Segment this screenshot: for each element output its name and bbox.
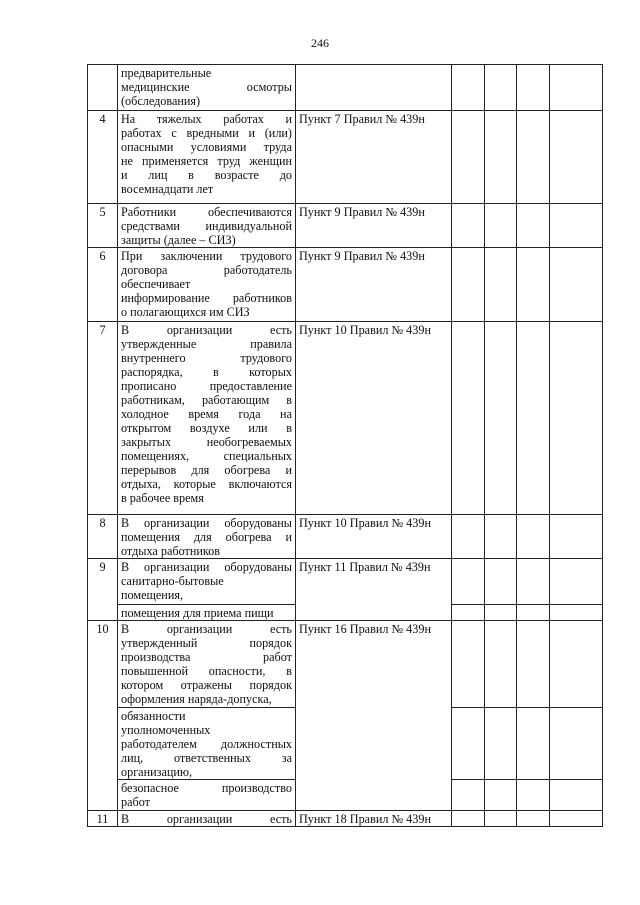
requirement-line: В организации оборудованы [121,560,292,574]
table-row [88,515,603,559]
row-number: 9 [88,559,118,621]
note-cell [550,811,603,827]
answer-yes-cell [452,248,485,322]
answer-na-cell [517,65,550,111]
table-row [88,111,603,204]
requirement-line: На тяжелых работах и [121,112,292,126]
requirement-line: защиты (далее – СИЗ) [121,233,236,247]
note-cell [550,605,603,621]
answer-na-cell [517,322,550,515]
note-cell [550,322,603,515]
answer-yes-cell [452,708,485,780]
answer-yes-cell [452,605,485,621]
answer-yes-cell [452,111,485,204]
requirement-line: Работники обеспечиваются [121,205,292,219]
answer-yes-cell [452,515,485,559]
answer-na-cell [517,708,550,780]
table-row [88,559,603,605]
legal-reference: Пункт 9 Правил № 439н [296,204,452,248]
requirement-text [118,322,296,515]
answer-yes-cell [452,65,485,111]
answer-na-cell [517,248,550,322]
requirement-text [118,708,296,780]
requirement-line: В организации есть [121,622,292,636]
note-cell [550,708,603,780]
answer-yes-cell [452,322,485,515]
requirement-line: (обследования) [121,94,201,108]
checklist-table [87,64,603,827]
note-cell [550,780,603,811]
requirement-line: организацию, [121,765,193,779]
requirement-line: восемнадцати лет [121,182,214,196]
requirement-line: перерывов для обогрева и [121,463,292,477]
note-cell [550,248,603,322]
answer-na-cell [517,559,550,605]
row-number [88,65,118,111]
note-cell [550,515,603,559]
requirement-text [118,559,296,605]
requirement-line: опасными условиями труда [121,140,292,154]
answer-no-cell [485,204,517,248]
answer-no-cell [485,621,517,708]
requirement-line: в рабочее время [121,491,204,505]
checklist-body [88,65,603,827]
table-row [88,621,603,708]
legal-reference: Пункт 16 Правил № 439н [296,621,452,811]
legal-reference [296,65,452,111]
requirement-text [118,515,296,559]
requirement-line: отдыха, которые включаются [121,477,292,491]
requirement-line: о полагающихся им СИЗ [121,305,250,319]
note-cell [550,559,603,605]
answer-na-cell [517,621,550,708]
requirement-line: производства работ [121,650,292,664]
answer-no-cell [485,708,517,780]
note-cell [550,204,603,248]
requirement-line: котором отражены порядок [121,678,292,692]
requirement-line: не применяется труд женщин [121,154,292,168]
requirement-line: работодателем должностных [121,737,292,751]
requirement-line: лиц, ответственных за [121,751,292,765]
requirement-line: В организации есть [121,323,292,337]
row-number: 8 [88,515,118,559]
requirement-line: обязанности [121,709,186,723]
note-cell [550,65,603,111]
requirement-line: утвержденные правила [121,337,292,351]
requirement-line: помещения для обогрева и [121,530,292,544]
requirement-line: безопасное производство [121,781,292,795]
requirement-line: внутреннего трудового [121,351,292,365]
requirement-line: предварительные [121,66,212,80]
row-number: 5 [88,204,118,248]
requirement-text [118,111,296,204]
requirement-line: средствами индивидуальной [121,219,292,233]
note-cell [550,621,603,708]
requirement-line: помещения, [121,588,183,602]
requirement-line: помещениях, специальных [121,449,292,463]
requirement-line: оформления наряда-допуска, [121,692,272,706]
table-row [88,811,603,827]
requirement-line: В организации есть [121,812,292,826]
requirement-line: помещения для приема пищи [121,606,274,620]
page-number: 246 [311,36,329,50]
answer-no-cell [485,248,517,322]
requirement-line: закрытых необогреваемых [121,435,292,449]
requirement-line: В организации оборудованы [121,516,292,530]
requirement-line: и лиц в возрасте до [121,168,292,182]
table-row [88,248,603,322]
row-number: 6 [88,248,118,322]
requirement-line: медицинские осмотры [121,80,292,94]
answer-no-cell [485,780,517,811]
requirement-line: распорядка, в которых [121,365,292,379]
legal-reference: Пункт 11 Правил № 439н [296,559,452,621]
requirement-line: работ [121,795,150,809]
row-number: 7 [88,322,118,515]
answer-yes-cell [452,204,485,248]
requirement-text [118,248,296,322]
requirement-text [118,204,296,248]
legal-reference: Пункт 7 Правил № 439н [296,111,452,204]
legal-reference: Пункт 10 Правил № 439н [296,322,452,515]
answer-no-cell [485,65,517,111]
table-row [88,322,603,515]
answer-na-cell [517,111,550,204]
answer-no-cell [485,559,517,605]
requirement-text [118,780,296,811]
requirement-text [118,605,296,621]
answer-yes-cell [452,621,485,708]
requirement-line: работникам, работающим в [121,393,292,407]
requirement-line: отдыха работников [121,544,221,558]
table-row [88,204,603,248]
requirement-line: обеспечивает [121,277,191,291]
requirement-line: договора работодатель [121,263,292,277]
answer-no-cell [485,811,517,827]
requirement-line: холодное время года на [121,407,292,421]
answer-no-cell [485,322,517,515]
legal-reference: Пункт 18 Правил № 439н [296,811,452,827]
requirement-line: утвержденный порядок [121,636,292,650]
requirement-line: уполномоченных [121,723,211,737]
requirement-text [118,811,296,827]
requirement-line: санитарно-бытовые [121,574,224,588]
answer-no-cell [485,111,517,204]
answer-yes-cell [452,780,485,811]
answer-na-cell [517,811,550,827]
requirement-line: информирование работников [121,291,292,305]
requirement-line: прописано предоставление [121,379,292,393]
row-number: 4 [88,111,118,204]
answer-na-cell [517,515,550,559]
note-cell [550,111,603,204]
answer-no-cell [485,605,517,621]
requirement-text [118,65,296,111]
requirement-line: работах с вредными и (или) [121,126,292,140]
answer-na-cell [517,204,550,248]
requirement-text [118,621,296,708]
table-row [88,65,603,111]
answer-no-cell [485,515,517,559]
legal-reference: Пункт 9 Правил № 439н [296,248,452,322]
answer-na-cell [517,605,550,621]
requirement-line: открытом воздухе или в [121,421,292,435]
answer-yes-cell [452,811,485,827]
answer-yes-cell [452,559,485,605]
requirement-line: При заключении трудового [121,249,292,263]
answer-na-cell [517,780,550,811]
requirement-line: повышенной опасности, в [121,664,292,678]
row-number: 10 [88,621,118,811]
row-number: 11 [88,811,118,827]
legal-reference: Пункт 10 Правил № 439н [296,515,452,559]
